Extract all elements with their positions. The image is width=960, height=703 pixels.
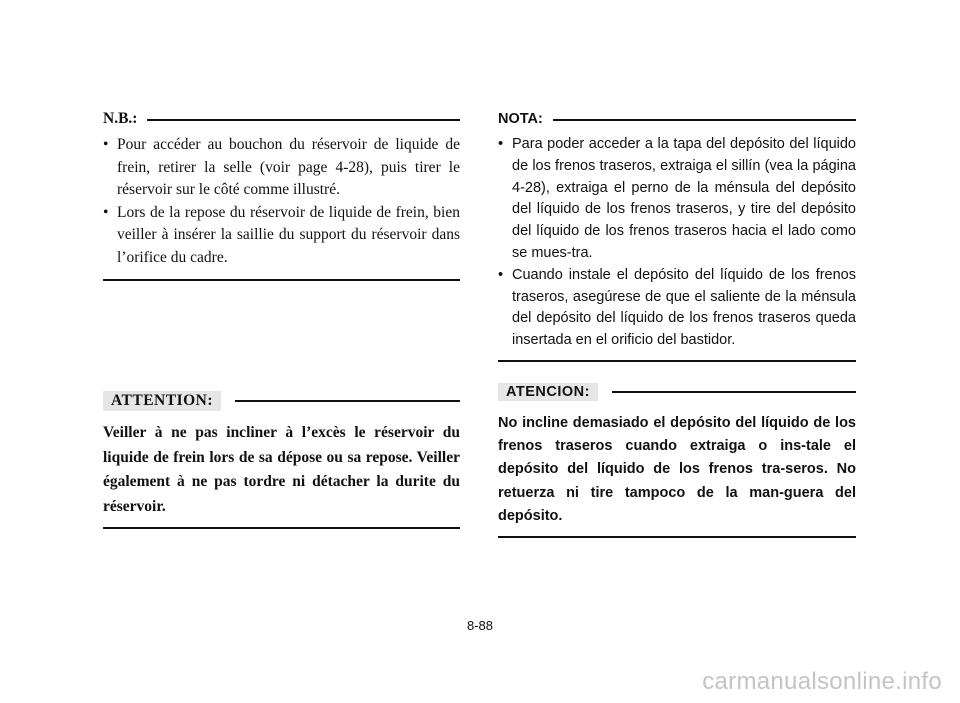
fr-note-header: [103, 108, 460, 130]
fr-caution-header: [103, 389, 460, 413]
french-column: [103, 108, 460, 529]
fr-caution-text: Veiller à ne pas incliner à l’excès le réservoir du liquide de frein lors de sa dépose ou sa repose. Veiller également à ne pas tordre ni détacher la durite du réservoir.: [103, 424, 460, 515]
fr-note-item: [103, 202, 460, 270]
es-note-list: [498, 134, 856, 352]
es-note-item: [498, 265, 856, 352]
bullet-icon: •: [498, 266, 504, 283]
es-note-label: NOTA:: [498, 111, 543, 127]
fr-note-text: Lors de la repose du réservoir de liquide de frein, bien veiller à insérer la saillie du support du réservoir dans l’orifice du cadre.: [117, 203, 460, 266]
es-note-rule: [553, 119, 856, 121]
page-number: 8-88: [466, 618, 494, 633]
fr-caution-end-rule: [103, 527, 460, 529]
fr-note-text: Pour accéder au bouchon du réservoir de liquide de frein, retirer la selle (voir page 4-28), puis tirer le réservoir sur le côté comme illustré.: [117, 136, 460, 198]
es-note-text: Cuando instale el depósito del líquido de los frenos traseros, asegúrese de que el saliente de la ménsula del depósito del líquido de los frenos traseros queda insertada en el orificio del bastidor.: [512, 266, 856, 349]
fr-note-label: N.B.:: [103, 110, 138, 127]
es-caution-header: [498, 380, 856, 404]
bullet-icon: •: [498, 136, 504, 152]
spanish-column: [498, 108, 856, 538]
fr-note-rule: [147, 119, 460, 121]
fr-note-list: [103, 134, 460, 269]
bullet-icon: •: [103, 203, 109, 221]
es-caution-rule: [612, 391, 856, 393]
es-caution-text: No incline demasiado el depósito del líquido de los frenos traseros cuando extraiga o ins-tale el depósito del líquido de los frenos tra-seros. No retuerza ni tire tampoco de la man-guera del depósito.: [498, 414, 856, 524]
fr-note-item: [103, 134, 460, 202]
bullet-icon: •: [103, 136, 109, 153]
es-caution-end-rule: [498, 536, 856, 538]
fr-caution-label: ATTENTION:: [103, 391, 221, 411]
watermark-text: carmanualsonline.info: [702, 668, 942, 695]
es-caution-label: ATENCION:: [498, 383, 598, 401]
es-note-text: Para poder acceder a la tapa del depósito del líquido de los frenos traseros, extraiga el sillín (vea la página 4-28), extraiga el perno de la ménsula del depósito del líquido de los frenos traseros, y tire del depósito del líquido de los frenos traseros hacia el lado como se mues-tra.: [512, 136, 856, 261]
es-note-item: [498, 134, 856, 265]
fr-caution-rule: [235, 400, 460, 402]
es-note-header: [498, 108, 856, 130]
